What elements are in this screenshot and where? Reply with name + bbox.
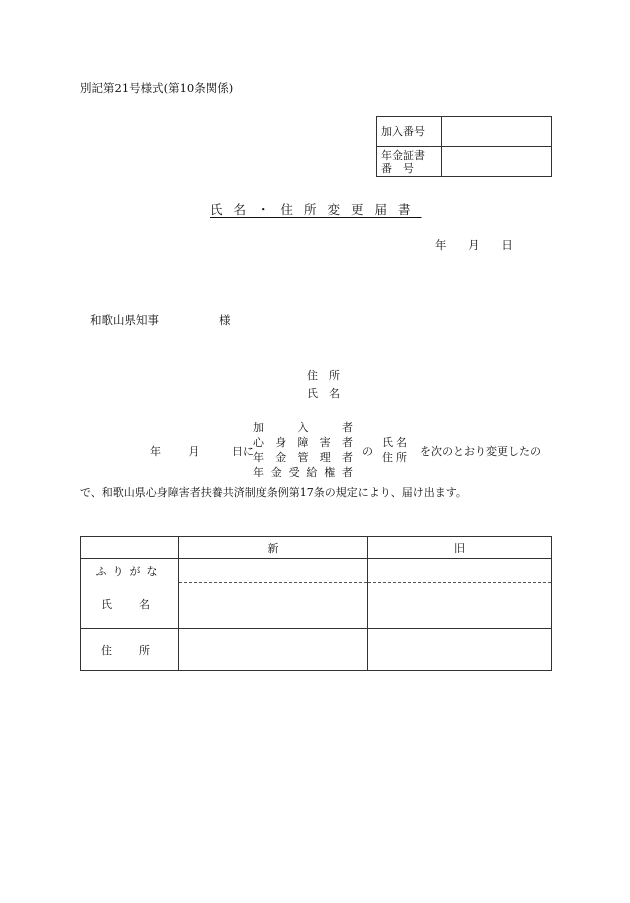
form-header: 別記第21号様式(第10条関係) [80, 81, 234, 95]
pension-certificate-number-field[interactable] [442, 147, 552, 177]
role-option[interactable]: 年 金 管 理 者 [253, 451, 353, 464]
particle-no: の [362, 445, 373, 458]
date-year-label: 年 [435, 238, 447, 252]
form-title: 氏名・住所変更届書 [210, 202, 422, 217]
furigana-label: ふりがな [95, 565, 164, 578]
change-date-month: 月 [188, 445, 200, 458]
new-address-field[interactable] [179, 629, 368, 671]
field-option-address[interactable]: 住所 [382, 451, 410, 464]
old-name-field[interactable] [368, 583, 552, 629]
header-old: 旧 [368, 537, 552, 559]
new-furigana-field[interactable] [179, 559, 368, 583]
field-option-name[interactable]: 氏名 [382, 436, 410, 449]
date-day-label: 日 [501, 238, 513, 252]
membership-number-label: 加入番号 [377, 117, 442, 147]
role-options[interactable] [253, 420, 353, 480]
header-new: 新 [179, 537, 368, 559]
pension-certificate-label-line1: 年金証書 [381, 148, 425, 162]
role-option[interactable]: 心 身 障 害 者 [253, 436, 353, 449]
pension-certificate-number-label [377, 147, 442, 177]
address-label: 住 所 [81, 629, 179, 671]
addressee-name: 和歌山県知事 [90, 313, 159, 327]
membership-number-field[interactable] [442, 117, 552, 147]
change-table [80, 536, 552, 671]
change-date-year: 年 [150, 445, 161, 458]
statement-tail: を次のとおり変更したの [420, 445, 541, 458]
date-month-label: 月 [468, 238, 480, 252]
old-furigana-field[interactable] [368, 559, 552, 583]
name-label: 氏 名 [101, 598, 158, 611]
pension-certificate-label-line2: 番 号 [381, 161, 414, 175]
name-row-label [81, 559, 179, 629]
number-box [376, 116, 552, 177]
role-option[interactable]: 加 入 者 [253, 421, 353, 434]
old-address-field[interactable] [368, 629, 552, 671]
role-option[interactable]: 年 金 受 給 権 者 [253, 466, 353, 479]
change-date-day: 日に [232, 445, 254, 458]
applicant-address-label: 住所 [307, 369, 351, 382]
field-options[interactable] [382, 435, 410, 465]
statement-line2: で、和歌山県心身障害者扶養共済制度条例第17条の規定により、届け出ます。 [80, 486, 467, 499]
applicant-name-label: 氏名 [307, 387, 351, 400]
submission-date[interactable] [435, 237, 513, 253]
change-date[interactable] [150, 443, 224, 459]
addressee-honorific: 様 [219, 313, 231, 327]
header-blank [81, 537, 179, 559]
new-name-field[interactable] [179, 583, 368, 629]
